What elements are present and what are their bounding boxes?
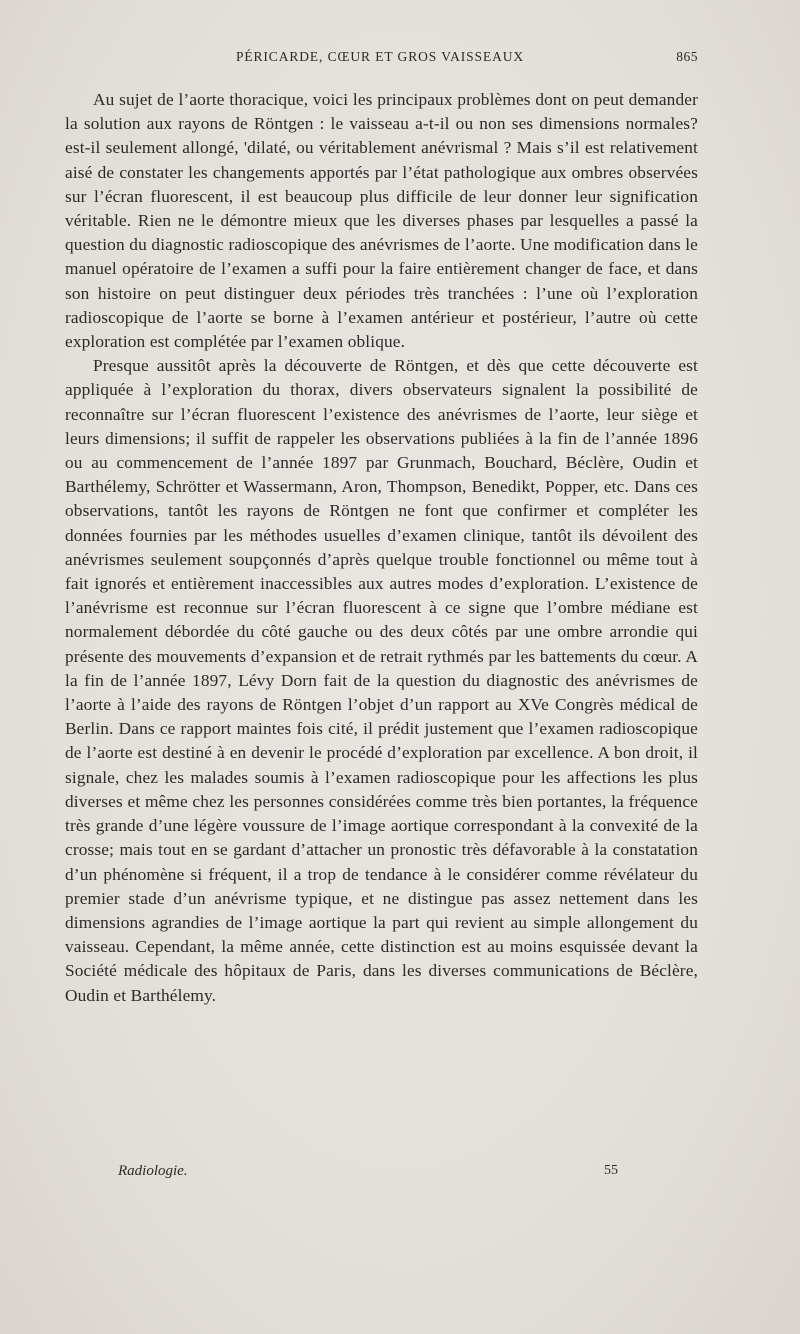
footer-signature-mark: 55 (604, 1163, 618, 1178)
paragraph-decouverte-rontgen: Presque aussitôt après la découverte de Röntgen, et dès que cette découverte est appliquée à l’exploration du thorax, divers observateurs signalent la possibilité de reconnaître sur l’écran fluorescent l’existence des anévrismes de l’aorte, leur siège et leurs dimensions; il suffit de rappeler les observations publiées à la fin de l’année 1896 ou au commencement de l’année 1897 par Grunmach, Bouchard, Béclère, Oudin et Barthélemy, Schrötter et Wassermann, Aron, Thompson, Benedikt, Popper, etc. Dans ces observations, tantôt les rayons de Röntgen ne font que confirmer et compléter les données fournies par les méthodes usuelles d’examen clinique, tantôt ils dévoilent des anévrismes seulement soupçonnés d’après quelque trouble fonctionnel ou même tout à fait ignorés et entièrement inaccessibles aux autres modes d’exploration. L’existence de l’anévrisme est reconnue sur l’écran fluorescent à ce signe que l’ombre médiane est normalement débordée du côté gauche ou des deux côtés par une ombre arrondie qui présente des mouvements d’expansion et de retrait rythmés par les battements du cœur. A la fin de l’année 1897, Lévy Dorn fait de la question du diagnostic des anévrismes de l’aorte à l’aide des rayons de Röntgen l’objet d’un rapport au XVe Congrès médical de Berlin. Dans ce rapport maintes fois cité, il prédit justement que l’examen radioscopique de l’aorte est destiné à en devenir le procédé d’exploration par excellence. A bon droit, il signale, chez les malades soumis à l’examen radioscopique pour les affections les plus diverses et même chez les personnes considérées comme très bien portantes, la fréquence très grande d’une légère voussure de l’image aortique correspondant à la convexité de la crosse; mais tout en se gardant d’attacher un pronostic très défavorable à la constatation d’un phénomène si fréquent, il a trop de tendance à le considérer comme révélateur du premier stade d’un anévrisme typique, et ne distingue pas assez nettement dans les dimensions agrandies de l’image aortique la part qui revient au simple allongement du vaisseau. Cependant, la même année, cette distinction est au moins esquissée devant la Société médicale des hôpitaux de Paris, dans les diverses communications de Béclère, Oudin et Barthélemy. (65, 356, 698, 1005)
running-head (62, 49, 698, 69)
body-text (65, 88, 698, 1008)
page-number: 865 (676, 49, 698, 64)
footer-book-title: Radiologie. (118, 1163, 188, 1179)
page-footer (118, 1163, 618, 1183)
running-head-title: PÉRICARDE, CŒUR ET GROS VAISSEAUX (235, 49, 525, 64)
paragraph-aorte-thoracique: Au sujet de l’aorte thoracique, voici les principaux problèmes dont on peut demander la solution aux rayons de Röntgen : le vaisseau a-t-il ou non ses dimensions normales? est-il seulement allongé, 'dilaté, ou véritablement anévrismal ? Mais s’il est relativement aisé de constater les changements apportés par l’état pathologique aux ombres observées sur l’écran fluorescent, il est beaucoup plus difficile de leur donner leur signification véritable. Rien ne le démontre mieux que les diverses phases par lesquelles a passé la question du diagnostic radioscopique des anévrismes de l’aorte. Une modification dans le manuel opératoire de l’examen a suffi pour la faire entièrement changer de face, et dans son histoire on peut distinguer deux périodes très tranchées : l’une où l’exploration radioscopique de l’aorte se borne à l’examen antérieur et postérieur, l’autre où cette exploration est complétée par l’examen oblique. (65, 90, 698, 352)
